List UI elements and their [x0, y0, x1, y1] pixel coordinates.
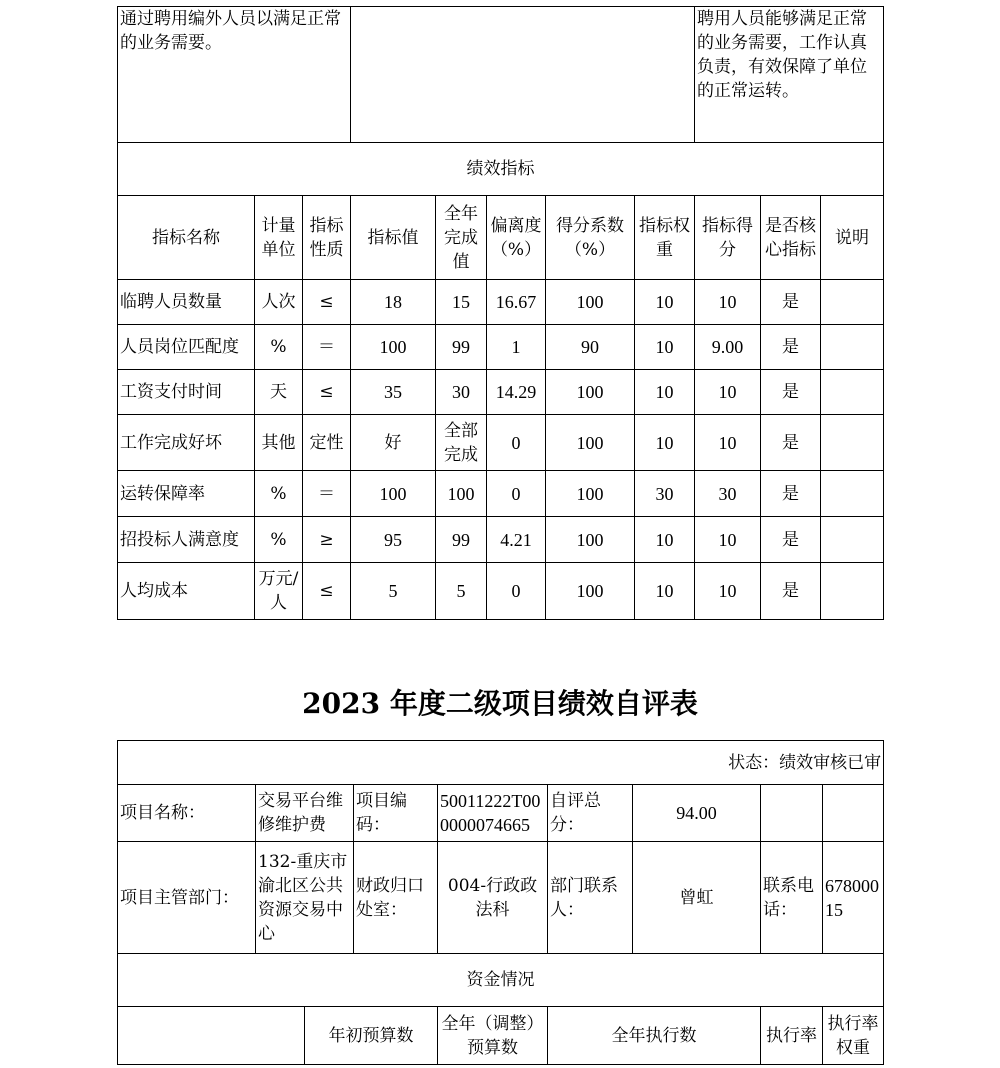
score: 10: [695, 370, 761, 415]
actual-value: 100: [436, 471, 487, 517]
office-label: 财政归口处室：: [354, 842, 438, 954]
header-cell: 偏离度（%）: [487, 196, 546, 280]
score-coefficient: 100: [546, 370, 635, 415]
empty-cell: [761, 785, 823, 842]
nature: ＝: [303, 471, 351, 517]
contact: 曾虹: [633, 842, 761, 954]
note: [821, 517, 884, 563]
section-title-indicators: 绩效指标: [118, 143, 884, 196]
performance-indicator-table: [117, 6, 884, 620]
contact-label: 部门联系人：: [548, 842, 633, 954]
note: [821, 370, 884, 415]
table-row: [118, 325, 884, 370]
goal-description: 通过聘用编外人员以满足正常的业务需要。: [118, 7, 351, 143]
dept-label: 项目主管部门：: [118, 842, 256, 954]
deviation: 14.29: [487, 370, 546, 415]
is-core: 是: [761, 280, 821, 325]
note: [821, 563, 884, 620]
dept: 132-重庆市渝北区公共资源交易中心: [256, 842, 354, 954]
indicator-name: 运转保障率: [118, 471, 255, 517]
weight: 10: [635, 415, 695, 471]
self-score-label: 自评总分：: [548, 785, 633, 842]
deviation: 0: [487, 415, 546, 471]
funds-header-row: [118, 1007, 884, 1065]
weight: 10: [635, 280, 695, 325]
score: 10: [695, 563, 761, 620]
table-row: [118, 415, 884, 471]
score: 30: [695, 471, 761, 517]
indicator-name: 人员岗位匹配度: [118, 325, 255, 370]
project-name: 交易平台维修维护费: [256, 785, 354, 842]
header-cell: 年初预算数: [305, 1007, 438, 1065]
actual-value: 5: [436, 563, 487, 620]
is-core: 是: [761, 415, 821, 471]
is-core: 是: [761, 563, 821, 620]
nature: ≤: [303, 563, 351, 620]
target-value: 5: [351, 563, 436, 620]
phone: 67800015: [823, 842, 884, 954]
indicator-header-row: [118, 196, 884, 280]
empty-cell: [823, 785, 884, 842]
header-cell: 指标性质: [303, 196, 351, 280]
goal-middle-cell: [351, 7, 695, 143]
weight: 10: [635, 370, 695, 415]
goal-completion: 聘用人员能够满足正常的业务需要，工作认真负责，有效保障了单位的正常运转。: [695, 7, 884, 143]
note: [821, 471, 884, 517]
deviation: 1: [487, 325, 546, 370]
target-value: 95: [351, 517, 436, 563]
header-cell: 执行率: [761, 1007, 823, 1065]
header-cell: 全年（调整）预算数: [438, 1007, 548, 1065]
unit: %: [255, 471, 303, 517]
project-code-label: 项目编码：: [354, 785, 438, 842]
table-row: [118, 280, 884, 325]
nature: ≤: [303, 280, 351, 325]
target-value: 18: [351, 280, 436, 325]
status-badge: 状态：绩效审核已审: [118, 741, 884, 785]
unit: %: [255, 325, 303, 370]
score-coefficient: 90: [546, 325, 635, 370]
score: 10: [695, 415, 761, 471]
target-value: 好: [351, 415, 436, 471]
score-coefficient: 100: [546, 563, 635, 620]
table-row: [118, 370, 884, 415]
page-title: 2023 年度二级项目绩效自评表: [302, 687, 698, 720]
score-coefficient: 100: [546, 517, 635, 563]
nature: ≤: [303, 370, 351, 415]
unit: 人次: [255, 280, 303, 325]
is-core: 是: [761, 370, 821, 415]
target-value: 35: [351, 370, 436, 415]
indicator-name: 工作完成好坏: [118, 415, 255, 471]
project-self-evaluation-table: [117, 740, 884, 1065]
weight: 10: [635, 517, 695, 563]
nature: ＝: [303, 325, 351, 370]
header-cell: 指标权重: [635, 196, 695, 280]
nature: 定性: [303, 415, 351, 471]
header-cell: 执行率权重: [823, 1007, 884, 1065]
header-cell: 说明: [821, 196, 884, 280]
self-score: 94.00: [633, 785, 761, 842]
actual-value: 15: [436, 280, 487, 325]
project-code: 50011222T000000074665: [438, 785, 548, 842]
unit: 天: [255, 370, 303, 415]
target-value: 100: [351, 325, 436, 370]
score-coefficient: 100: [546, 415, 635, 471]
note: [821, 325, 884, 370]
header-cell: 指标值: [351, 196, 436, 280]
score-coefficient: 100: [546, 280, 635, 325]
actual-value: 30: [436, 370, 487, 415]
indicator-name: 人均成本: [118, 563, 255, 620]
weight: 10: [635, 325, 695, 370]
indicator-name: 临聘人员数量: [118, 280, 255, 325]
score: 10: [695, 517, 761, 563]
weight: 30: [635, 471, 695, 517]
header-cell: [118, 1007, 305, 1065]
nature: ≥: [303, 517, 351, 563]
header-cell: 得分系数（%）: [546, 196, 635, 280]
section-title-funds: 资金情况: [118, 954, 884, 1007]
unit: %: [255, 517, 303, 563]
deviation: 0: [487, 471, 546, 517]
score: 10: [695, 280, 761, 325]
note: [821, 280, 884, 325]
deviation: 4.21: [487, 517, 546, 563]
deviation: 16.67: [487, 280, 546, 325]
table-row: [118, 563, 884, 620]
project-name-label: 项目名称：: [118, 785, 256, 842]
note: [821, 415, 884, 471]
unit: 其他: [255, 415, 303, 471]
deviation: 0: [487, 563, 546, 620]
actual-value: 99: [436, 517, 487, 563]
target-value: 100: [351, 471, 436, 517]
office: 004-行政政法科: [438, 842, 548, 954]
table-row: [118, 471, 884, 517]
header-cell: 全年完成值: [436, 196, 487, 280]
header-cell: 是否核心指标: [761, 196, 821, 280]
header-cell: 指标得分: [695, 196, 761, 280]
table-row: [118, 517, 884, 563]
unit: 万元/人: [255, 563, 303, 620]
is-core: 是: [761, 325, 821, 370]
indicator-name: 招投标人满意度: [118, 517, 255, 563]
weight: 10: [635, 563, 695, 620]
actual-value: 全部完成: [436, 415, 487, 471]
score-coefficient: 100: [546, 471, 635, 517]
is-core: 是: [761, 471, 821, 517]
header-cell: 全年执行数: [548, 1007, 761, 1065]
actual-value: 99: [436, 325, 487, 370]
phone-label: 联系电话：: [761, 842, 823, 954]
header-cell: 计量单位: [255, 196, 303, 280]
score: 9.00: [695, 325, 761, 370]
indicator-name: 工资支付时间: [118, 370, 255, 415]
is-core: 是: [761, 517, 821, 563]
header-cell: 指标名称: [118, 196, 255, 280]
